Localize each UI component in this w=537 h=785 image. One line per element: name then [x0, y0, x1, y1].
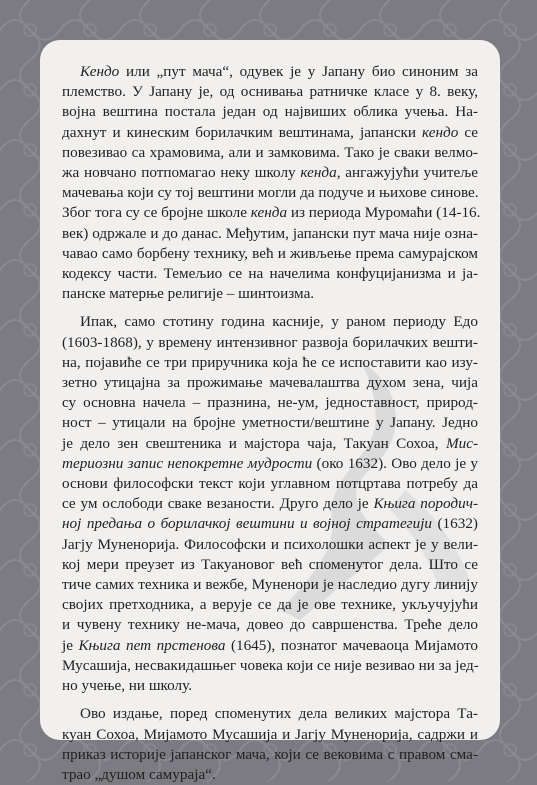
- text-run: (1603-1868), у времену интензивног развоја борилачких вешти-: [62, 333, 478, 351]
- paragraph-3: [62, 704, 478, 785]
- italic-title: ној предања о борилачкој вештини и војној стратегији: [62, 515, 433, 533]
- italic-title: териозни запис непокретне мудрости: [62, 454, 313, 472]
- italic-title: Књига пет прстенова: [78, 636, 226, 654]
- text-line: [62, 393, 478, 413]
- italic-title: кендо: [422, 123, 459, 141]
- italic-title: Кендо: [80, 63, 120, 80]
- text-line: [62, 656, 478, 676]
- text-line: [62, 82, 478, 102]
- text-run: и чувену технику не-мача, довео до савршенства. Треће дело: [62, 616, 478, 634]
- text-run: својих претходника, а верује се да је ове технике, укључујући: [62, 596, 478, 614]
- text-panel: [40, 40, 500, 783]
- text-run: чавао само борбену технику, већ и живљење према самурајском: [62, 244, 478, 262]
- text-run: Због тога су се бројне школе: [62, 204, 251, 222]
- text-run: из периода Муромаћи (14-16.: [287, 204, 481, 222]
- text-run: на, појавиће се три приручника која ће се испоставити као изу-: [62, 353, 478, 371]
- italic-title: Књига породич-: [373, 495, 479, 513]
- text-line: [62, 745, 478, 765]
- text-line: [62, 102, 478, 122]
- text-line: [62, 494, 478, 514]
- text-run: приказ историје јапанског мача, који се вековима с правом сма-: [62, 745, 478, 763]
- text-run: се ум ослободи сваке везаности. Друго дело је: [62, 495, 374, 513]
- text-line: [62, 575, 478, 595]
- text-run: војна вештина постала један од највиших облика учења. На-: [62, 103, 478, 121]
- italic-title: кенда: [300, 164, 337, 182]
- text-run: Ово издање, поред споменутих дела великих мајстора Та-: [80, 705, 478, 723]
- text-run: су основна начела – празнина, не-ум, једноставност, природ-: [62, 394, 478, 412]
- text-line: [62, 264, 478, 284]
- text-line: [62, 595, 478, 615]
- text-run: дахнут и кинеским борилачким вештинама, јапански: [62, 123, 423, 141]
- text-line: [62, 333, 478, 353]
- text-line: [62, 183, 478, 203]
- paragraph-2: [62, 312, 478, 696]
- text-run: Јагју Муненорија. Философски и психолошки аспект је у вели-: [62, 535, 478, 553]
- text-run: кој мери преузет из Такуановог већ споменутог дела. Што се: [62, 555, 478, 573]
- text-run: жа новчано потпомагао неку школу: [62, 164, 301, 182]
- text-line: [62, 373, 478, 393]
- text-line: [62, 535, 478, 555]
- text-line: [62, 413, 478, 433]
- text-run: се: [458, 123, 479, 141]
- text-line: [62, 474, 478, 494]
- text-run: повезивао са храмовима, али и замковима. Тако је сваки велмо-: [62, 143, 478, 161]
- text-run: (1632): [432, 515, 478, 533]
- text-run: куан Сохоа, Мијамото Мусашија и Јагју Муненорија, садржи и: [62, 725, 478, 743]
- text-run: основи философски текст који углавном потцртава потребу да: [62, 475, 478, 493]
- italic-title: кенда: [250, 204, 288, 222]
- text-run: (1645), познатог мачеваоца Мијамото: [225, 636, 478, 654]
- text-run: ност – утицали на бројне уметности/вештине у Јапану. Једно: [62, 414, 478, 432]
- text-run: , ангажујући учитеље: [336, 164, 479, 182]
- text-line: [62, 765, 478, 785]
- text-line: [62, 163, 478, 183]
- text-line: [62, 123, 478, 143]
- text-run: век) одржале и до данас. Међутим, јапански пут мача није озна-: [62, 224, 478, 242]
- text-line: [62, 244, 478, 264]
- text-run: Ипак, само стотину година касније, у раном периоду Едо: [80, 313, 478, 331]
- text-line: [62, 454, 478, 474]
- text-line: [62, 312, 478, 332]
- text-run: тиче самих техника и вежбе, Муненори је наследио дугу линију: [62, 576, 478, 594]
- text-line: [62, 704, 478, 724]
- text-line: [62, 224, 478, 244]
- book-blurb-text: [62, 62, 481, 785]
- text-run: је дело зен свештеника и мајстора чаја, Такуан Сохоа,: [62, 434, 446, 452]
- text-run: је: [62, 636, 79, 654]
- text-line: [62, 514, 478, 534]
- text-run: кодексу части. Темељио се на начелима конфуцијанизма и ја-: [62, 265, 478, 283]
- text-line: [62, 676, 478, 696]
- text-line: [62, 434, 478, 454]
- text-run: панске матерње религије – шинтоизма.: [62, 285, 315, 303]
- text-run: племство. У Јапану је, од оснивања ратничке класе у 8. веку,: [62, 83, 478, 101]
- text-run: мачевања који су тој вештини могли да подуче и њихове синове.: [62, 184, 479, 202]
- italic-title: Мис-: [445, 434, 478, 452]
- text-line: [62, 143, 478, 163]
- text-run: или „пут мача“, одувек је у Јапану био синоним за: [119, 63, 478, 80]
- text-line: [62, 636, 478, 656]
- text-run: (око 1632). Ово дело је у: [312, 454, 478, 472]
- paragraph-gap: [62, 304, 478, 312]
- text-line: [62, 555, 478, 575]
- paragraph-1: [62, 62, 481, 304]
- text-line: [62, 615, 478, 635]
- text-run: Мусашија, несвакидашњег човека који се није везивао ни за јед-: [62, 656, 479, 674]
- text-line: [62, 284, 478, 304]
- text-run: зетно утицајна за прожимање мачевалаштва духом зена, чија: [62, 374, 478, 392]
- text-line: [62, 203, 481, 223]
- text-line: [62, 725, 478, 745]
- text-line: [62, 62, 478, 82]
- text-line: [62, 353, 478, 373]
- paragraph-gap: [62, 696, 478, 704]
- text-run: но учење, ни школу.: [62, 677, 193, 695]
- text-run: трао „душом самураја“.: [62, 765, 216, 783]
